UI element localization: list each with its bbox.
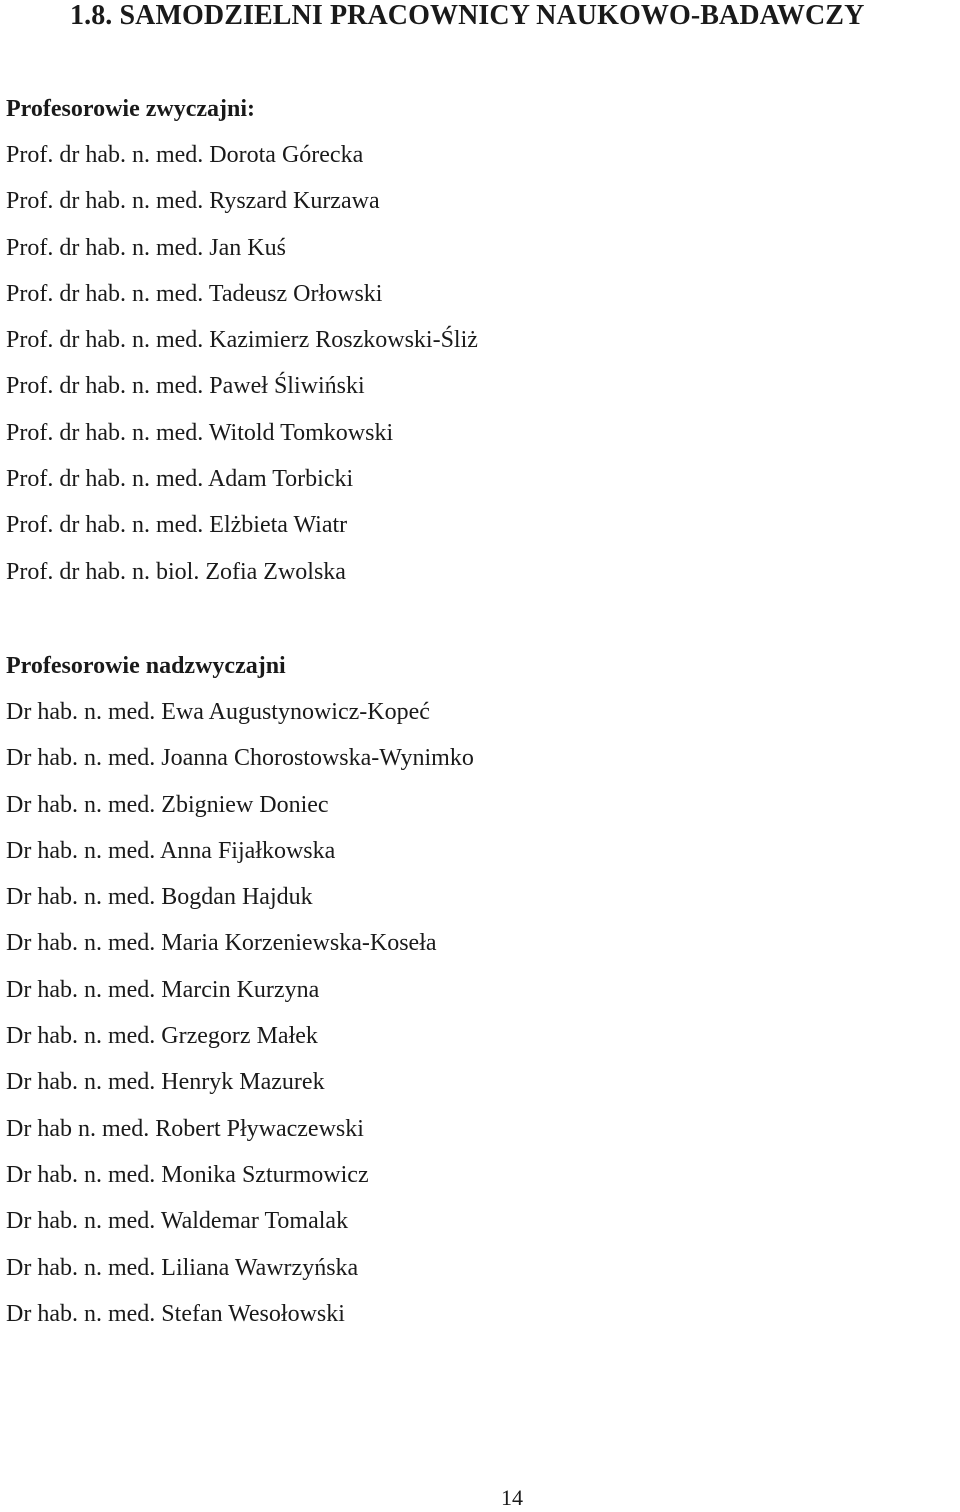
section-heading: Profesorowie zwyczajni: <box>6 96 256 122</box>
section-full-professors <box>6 94 478 603</box>
staff-list <box>6 140 478 603</box>
list-item: Prof. dr hab. n. med. Kazimierz Roszkowski-Śliż <box>6 327 478 354</box>
list-item: Prof. dr hab. n. med. Tadeusz Orłowski <box>6 280 383 307</box>
list-item: Prof. dr hab. n. med. Adam Torbicki <box>6 466 354 493</box>
staff-list <box>6 697 474 1345</box>
list-item: Dr hab. n. med. Henryk Mazurek <box>6 1069 325 1096</box>
page-title: 1.8. SAMODZIELNI PRACOWNICY NAUKOWO-BADAWCZY <box>70 0 865 31</box>
list-item: Prof. dr hab. n. med. Jan Kuś <box>6 234 286 261</box>
list-item: Prof. dr hab. n. med. Elżbieta Wiatr <box>6 512 348 539</box>
page-number: 14 <box>501 1485 523 1510</box>
list-item: Prof. dr hab. n. med. Ryszard Kurzawa <box>6 188 380 215</box>
list-item: Dr hab. n. med. Zbigniew Doniec <box>6 791 329 818</box>
section-heading: Profesorowie nadzwyczajni <box>6 653 286 679</box>
list-item: Dr hab. n. med. Stefan Wesołowski <box>6 1300 345 1327</box>
list-item: Dr hab n. med. Robert Pływaczewski <box>6 1115 364 1142</box>
list-item: Dr hab. n. med. Marcin Kurzyna <box>6 976 320 1003</box>
section-associate-professors <box>6 651 474 1345</box>
list-item: Dr hab. n. med. Grzegorz Małek <box>6 1023 318 1050</box>
list-item: Dr hab. n. med. Waldemar Tomalak <box>6 1208 349 1235</box>
list-item: Dr hab. n. med. Ewa Augustynowicz-Kopeć <box>6 699 430 725</box>
list-item: Dr hab. n. med. Maria Korzeniewska-Koseła <box>6 930 437 957</box>
list-item: Dr hab. n. med. Bogdan Hajduk <box>6 884 313 911</box>
list-item: Prof. dr hab. n. biol. Zofia Zwolska <box>6 558 346 585</box>
list-item: Dr hab. n. med. Anna Fijałkowska <box>6 837 336 864</box>
list-item: Prof. dr hab. n. med. Dorota Górecka <box>6 142 364 168</box>
list-item: Prof. dr hab. n. med. Paweł Śliwiński <box>6 373 365 400</box>
list-item: Dr hab. n. med. Joanna Chorostowska-Wynimko <box>6 745 474 772</box>
list-item: Dr hab. n. med. Monika Szturmowicz <box>6 1161 369 1188</box>
list-item: Prof. dr hab. n. med. Witold Tomkowski <box>6 419 394 446</box>
list-item: Dr hab. n. med. Liliana Wawrzyńska <box>6 1254 359 1281</box>
